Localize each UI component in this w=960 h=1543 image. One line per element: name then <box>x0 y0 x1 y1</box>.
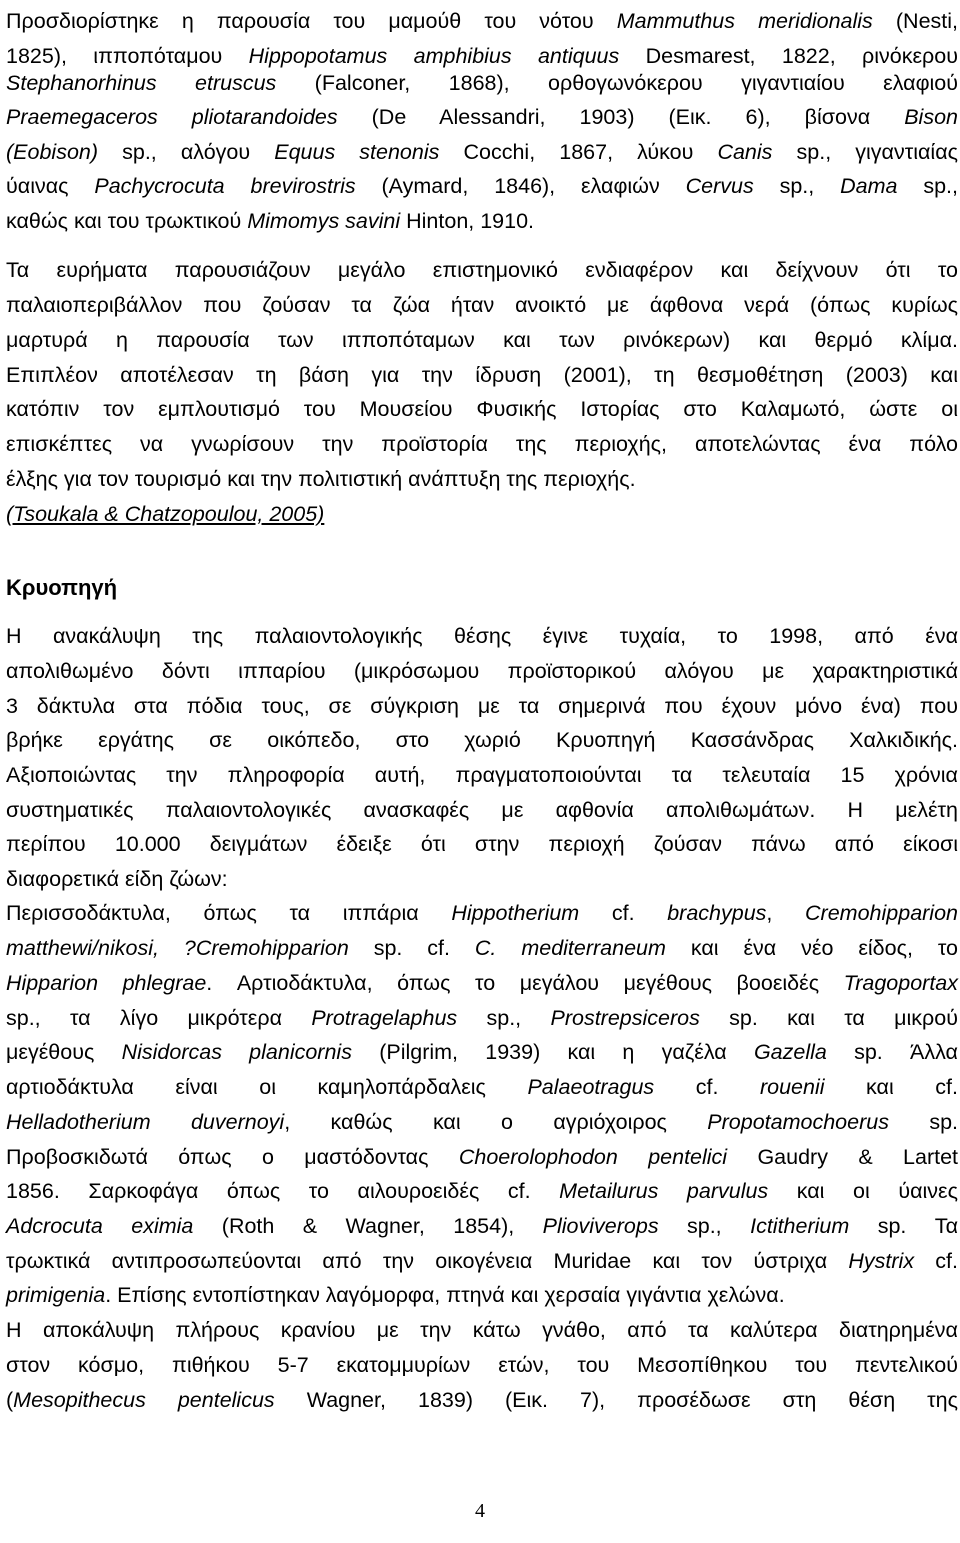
italic-text: Hystrix <box>848 1249 915 1273</box>
text-segment: sp., αλόγου <box>98 140 275 164</box>
text-segment: και cf. <box>824 1075 958 1099</box>
italic-text: Hipparion phlegrae <box>6 971 207 995</box>
text-segment <box>496 936 521 960</box>
text-segment: και ένα νέο είδος, το <box>665 936 958 960</box>
text-segment: (Falconer, 1868), ορθογωνόκερου γιγαντιαίου ελαφιού <box>276 71 958 95</box>
text-segment: διαφορετικά είδη ζώων: <box>6 867 228 891</box>
text-line <box>6 169 958 203</box>
italic-text: Mammuthus meridionalis <box>616 9 873 33</box>
text-segment: επισκέπτες να γνωρίσουν την προϊστορία της περιοχής, αποτελώντας ένα πόλο <box>6 432 958 456</box>
italic-text: Prostrepsiceros <box>550 1006 700 1030</box>
italic-text: Ictitherium <box>750 1214 850 1238</box>
text-line <box>6 966 958 1000</box>
italic-text: Pachycrocuta brevirostris <box>94 174 356 198</box>
text-line <box>6 793 958 827</box>
text-segment: καθώς και του τρωκτικού <box>6 209 248 233</box>
text-line <box>6 1348 958 1382</box>
text-segment: 1825), ιπποπόταμου <box>6 44 249 68</box>
text-segment: Κρυοπηγή <box>6 575 118 600</box>
text-segment: Περισσοδάκτυλα, όπως τα ιππάρια <box>6 901 452 925</box>
text-segment: . Αρτιοδάκτυλα, όπως το μεγάλου μεγέθους βοοειδές <box>206 971 844 995</box>
text-line <box>6 931 958 965</box>
italic-text: Dama <box>840 174 898 198</box>
italic-text: Choerolophodon pentelici <box>458 1145 728 1169</box>
italic-text: C. <box>474 936 497 960</box>
text-segment: Τα ευρήματα παρουσιάζουν μεγάλο επιστημονικό ενδιαφέρον και δείχνουν ότι το <box>6 258 958 282</box>
text-line <box>6 1313 958 1347</box>
text-segment: περίπου 10.000 δειγμάτων έδειξε ότι στην περιοχή ζούσαν πάνω από είκοσι <box>6 832 958 856</box>
text-line <box>6 497 958 531</box>
text-line <box>6 827 958 861</box>
italic-text: Stephanorhinus etruscus <box>6 71 277 95</box>
section-heading <box>6 571 958 605</box>
text-segment: cf. <box>654 1075 760 1099</box>
text-segment: Επιπλέον αποτέλεσαν τη βάση για την ίδρυση (2001), τη θεσμοθέτηση (2003) και <box>6 363 958 387</box>
text-segment: 3 δάκτυλα στα πόδια τους, σε σύγκριση με τα σημερινά που έχουν μόνο ένα) που <box>6 694 958 718</box>
text-line <box>6 323 958 357</box>
italic-text: Propotamochoerus <box>707 1110 889 1134</box>
text-segment: sp. Άλλα <box>826 1040 958 1064</box>
text-line <box>6 4 958 38</box>
text-line <box>6 654 958 688</box>
text-segment: αρτιοδάκτυλα είναι οι καμηλοπάρδαλεις <box>6 1075 528 1099</box>
text-segment: ύαινας <box>6 174 95 198</box>
text-segment: sp. cf. <box>348 936 475 960</box>
italic-text: (Tsoukala & Chatzopoulou, 2005) <box>6 502 325 526</box>
italic-text: Bison <box>904 105 958 129</box>
text-segment: , καθώς και ο αγριόχοιρος <box>284 1110 708 1134</box>
text-segment: (Nesti, <box>872 9 959 33</box>
text-segment: Wagner, 1839) (Εικ. 7), προσέδωσε στη θέση της <box>274 1388 958 1412</box>
text-line <box>6 1035 958 1069</box>
text-segment: Προβοσκιδωτά όπως ο μαστόδοντας <box>6 1145 459 1169</box>
text-segment: sp., <box>897 174 958 198</box>
text-line <box>6 896 958 930</box>
italic-text: Hippotherium <box>451 901 580 925</box>
text-line <box>6 619 958 653</box>
text-segment: Hinton, 1910. <box>400 209 535 233</box>
text-segment: μεγέθους <box>6 1040 122 1064</box>
text-line <box>6 1001 958 1035</box>
text-line <box>6 1383 958 1417</box>
italic-text: Mimomys savini <box>247 209 401 233</box>
italic-text: (Eobison) <box>6 140 99 164</box>
italic-text: Cremohipparion <box>805 901 958 925</box>
text-segment: ( <box>6 1388 14 1412</box>
page-number: 4 <box>475 1500 485 1522</box>
italic-text: Cervus <box>685 174 754 198</box>
text-segment: (Pilgrim, 1939) και η γαζέλα <box>351 1040 754 1064</box>
italic-text: primigenia <box>6 1283 106 1307</box>
text-segment: Desmarest, 1822, ρινόκερου <box>619 44 958 68</box>
text-segment: απολιθωμένο δόντι ιππαρίου (μικρόσωμου προϊστορικού αλόγου με χαρακτηριστικά <box>6 659 958 683</box>
italic-text: Equus stenonis <box>274 140 440 164</box>
italic-text: Praemegaceros pliotarandoides <box>6 105 338 129</box>
text-segment: cf. <box>579 901 668 925</box>
text-segment: κατόπιν τον εμπλουτισμό του Μουσείου Φυσικής Ιστορίας στο Καλαμωτό, ώστε οι <box>6 397 958 421</box>
italic-text: matthewi/nikosi, ?Cremohipparion <box>6 936 349 960</box>
italic-text: Nisidorcas planicornis <box>121 1040 352 1064</box>
text-line <box>6 1244 958 1278</box>
text-line <box>6 392 958 426</box>
text-segment: Η αποκάλυψη πλήρους κρανίου με την κάτω γνάθο, από τα καλύτερα διατηρημένα <box>6 1318 958 1342</box>
text-line <box>6 1105 958 1139</box>
text-segment: sp., <box>457 1006 551 1030</box>
text-line <box>6 1070 958 1104</box>
text-segment: Cocchi, 1867, λύκου <box>439 140 718 164</box>
text-segment: (De Alessandri, 1903) (Εικ. 6), βίσονα <box>337 105 905 129</box>
text-segment: συστηματικές παλαιοντολογικές ανασκαφές με αφθονία απολιθωμάτων. Η μελέτη <box>6 798 958 822</box>
text-segment: , <box>766 901 806 925</box>
text-segment: sp. και τα μικρού <box>699 1006 958 1030</box>
text-segment: 1856. Σαρκοφάγα όπως το αιλουροειδές cf. <box>6 1179 560 1203</box>
text-line <box>6 1209 958 1243</box>
text-line <box>6 135 958 169</box>
italic-text: Plioviverops <box>542 1214 659 1238</box>
text-line <box>6 1140 958 1174</box>
italic-text: Canis <box>717 140 773 164</box>
text-segment: έλξης για τον τουρισμό και την πολιτιστική ανάπτυξη της περιοχής. <box>6 467 636 491</box>
italic-text: Adcrocuta eximia <box>6 1214 194 1238</box>
text-segment: (Aymard, 1846), ελαφιών <box>355 174 686 198</box>
italic-text: Tragoportax <box>843 971 958 995</box>
text-line <box>6 862 958 896</box>
text-segment: sp., γιγαντιαίας <box>772 140 958 164</box>
text-line <box>6 253 958 287</box>
text-line <box>6 100 958 134</box>
text-segment: Αξιοποιώντας την πληροφορία αυτή, πραγματοποιούνται τα τελευταία 15 χρόνια <box>6 763 958 787</box>
italic-text: rouenii <box>759 1075 825 1099</box>
italic-text: Helladotherium duvernoyi <box>6 1110 285 1134</box>
text-segment: sp., <box>658 1214 751 1238</box>
italic-text: Palaeotragus <box>527 1075 655 1099</box>
text-line <box>6 462 958 496</box>
text-segment: sp. Τα <box>849 1214 959 1238</box>
italic-text: Gazella <box>753 1040 827 1064</box>
text-line <box>6 1278 958 1312</box>
text-segment: βρήκε εργάτης σε οικόπεδο, στο χωριό Κρυοπηγή Κασσάνδρας Χαλκιδικής. <box>6 728 958 752</box>
italic-text: mediterraneum <box>521 936 666 960</box>
text-segment: Gaudry & Lartet <box>727 1145 959 1169</box>
text-segment: Προσδιορίστηκε η παρουσία του μαμούθ του νότου <box>6 9 617 33</box>
text-line <box>6 66 958 100</box>
text-line <box>6 723 958 757</box>
text-segment: . Επίσης εντοπίστηκαν λαγόμορφα, πτηνά και χερσαία γιγάντια χελώνα. <box>105 1283 785 1307</box>
text-line <box>6 689 958 723</box>
text-segment: παλαιοπεριβάλλον που ζούσαν τα ζώα ήταν ανοικτό με άφθονα νερά (όπως κυρίως <box>6 293 958 317</box>
text-segment: sp., τα λίγο μικρότερα <box>6 1006 312 1030</box>
text-line <box>6 288 958 322</box>
text-segment: μαρτυρά η παρουσία των ιπποπόταμων και των ρινόκερων) και θερμό κλίμα. <box>6 328 958 352</box>
text-segment: cf. <box>914 1249 958 1273</box>
italic-text: Mesopithecus pentelicus <box>13 1388 275 1412</box>
text-segment: sp. <box>888 1110 959 1134</box>
italic-text: brachypus <box>667 901 767 925</box>
italic-text: Hippopotamus amphibius antiquus <box>248 44 620 68</box>
text-line <box>6 427 958 461</box>
text-line <box>6 204 958 238</box>
text-segment: και οι ύαινες <box>768 1179 958 1203</box>
text-segment: στον κόσμο, πιθήκου 5-7 εκατομμυρίων ετών, του Μεσοπίθηκου του πεντελικού <box>6 1353 958 1377</box>
text-segment: (Roth & Wagner, 1854), <box>193 1214 543 1238</box>
italic-text: Protragelaphus <box>311 1006 458 1030</box>
text-segment: τρωκτικά αντιπροσωπεύονται από την οικογένεια Muridae και τον ύστριχα <box>6 1249 849 1273</box>
text-segment: sp., <box>753 174 841 198</box>
text-segment: Η ανακάλυψη της παλαιοντολογικής θέσης έγινε τυχαία, το 1998, από ένα <box>6 624 958 648</box>
text-line <box>6 358 958 392</box>
text-line <box>6 1174 958 1208</box>
italic-text: Metailurus parvulus <box>559 1179 769 1203</box>
text-line <box>6 758 958 792</box>
